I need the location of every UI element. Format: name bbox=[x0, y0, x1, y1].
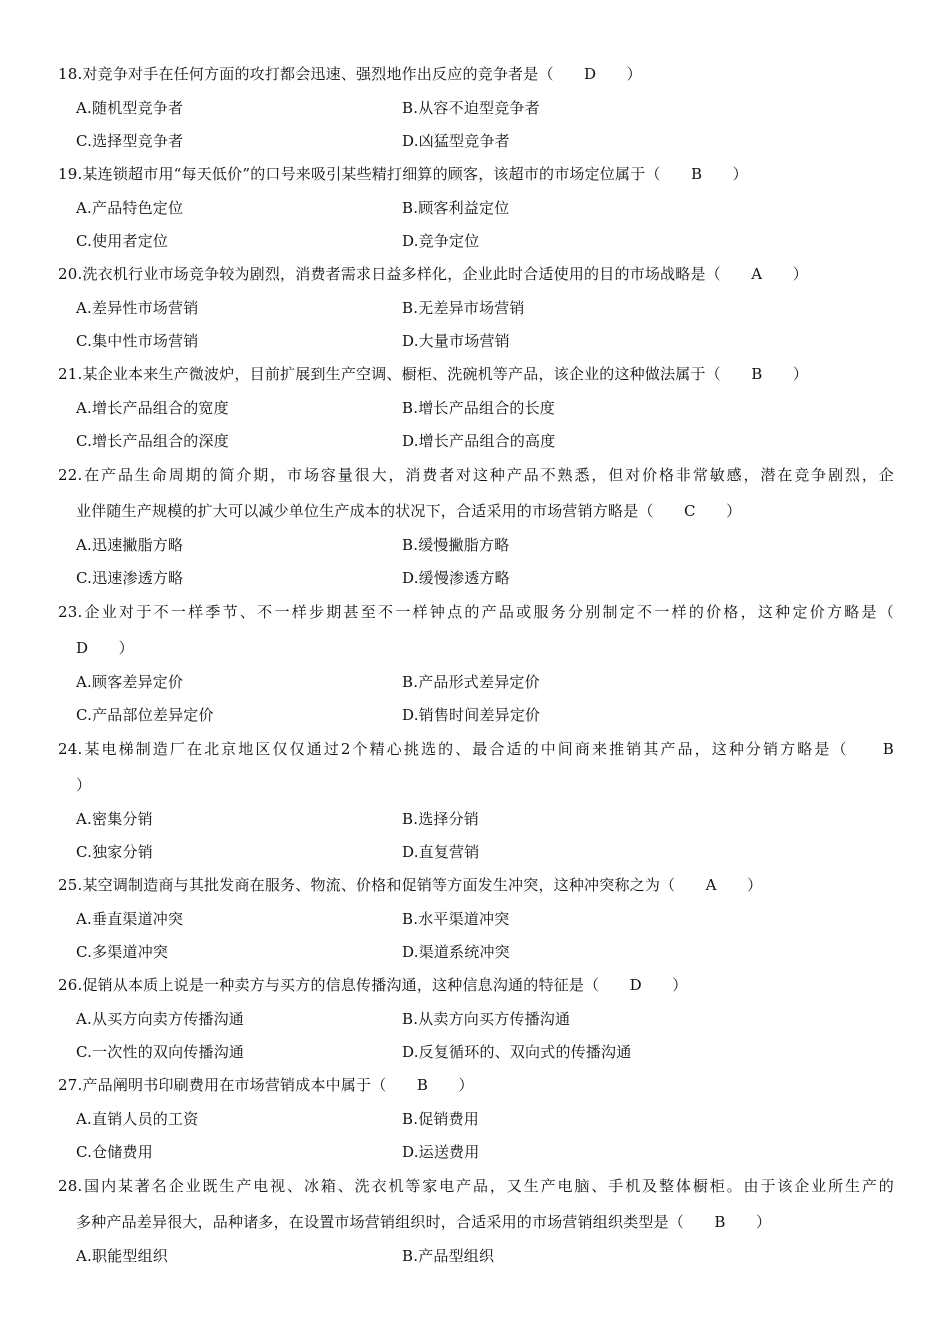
option-24-a: A.密集分销 bbox=[76, 810, 153, 828]
option-21-c: C.增长产品组合的深度 bbox=[76, 432, 229, 450]
question-22-cont: 业伴随生产规模的扩大可以减少单位生产成本的状况下，合适采用的市场营销方略是（ C ） bbox=[76, 502, 742, 520]
question-28: 28.国内某著名企业既生产电视、冰箱、洗衣机等家电产品，又生产电脑、手机及整体橱柜。由于该企业所生产的 bbox=[58, 1177, 894, 1195]
question-24-cont: ） bbox=[76, 776, 92, 794]
option-22-b: B.缓慢撇脂方略 bbox=[402, 536, 510, 554]
question-23: 23.企业对于不一样季节、不一样步期甚至不一样钟点的产品或服务分别制定不一样的价格，这种定价方略是（ bbox=[58, 603, 894, 621]
question-22: 22.在产品生命周期的简介期，市场容量很大，消费者对这种产品不熟悉，但对价格非常敏感，潜在竞争剧烈，企 bbox=[58, 466, 894, 484]
option-20-b: B.无差异市场营销 bbox=[402, 299, 525, 317]
option-22-c: C.迅速渗透方略 bbox=[76, 569, 184, 587]
option-26-b: B.从卖方向买方传播沟通 bbox=[402, 1010, 571, 1028]
question-28-cont: 多种产品差异很大，品种诸多，在设置市场营销组织时，合适采用的市场营销组织类型是（ B ） bbox=[76, 1213, 772, 1231]
option-26-d: D.反复循环的、双向式的传播沟通 bbox=[402, 1043, 632, 1061]
question-24: 24.某电梯制造厂在北京地区仅仅通过2个精心挑选的、最合适的中间商来推销其产品，这种分销方略是（ B bbox=[58, 740, 894, 758]
option-28-b: B.产品型组织 bbox=[402, 1247, 495, 1265]
option-23-d: D.销售时间差异定价 bbox=[402, 706, 541, 724]
option-27-c: C.仓储费用 bbox=[76, 1143, 153, 1161]
option-25-a: A.垂直渠道冲突 bbox=[76, 910, 184, 928]
question-21: 21.某企业本来生产微波炉，目前扩展到生产空调、橱柜、洗碗机等产品，该企业的这种做法属于（ B ） bbox=[58, 365, 809, 383]
option-27-d: D.运送费用 bbox=[402, 1143, 480, 1161]
option-21-d: D.增长产品组合的高度 bbox=[402, 432, 556, 450]
option-24-d: D.直复营销 bbox=[402, 843, 480, 861]
option-19-b: B.顾客利益定位 bbox=[402, 199, 510, 217]
option-25-d: D.渠道系统冲突 bbox=[402, 943, 510, 961]
question-18: 18.对竞争对手在任何方面的攻打都会迅速、强烈地作出反应的竞争者是（ D ） bbox=[58, 65, 642, 83]
option-22-a: A.迅速撇脂方略 bbox=[76, 536, 184, 554]
question-20: 20.洗衣机行业市场竞争较为剧烈，消费者需求日益多样化，企业此时合适使用的目的市场战略是（ A ） bbox=[58, 265, 808, 283]
option-24-c: C.独家分销 bbox=[76, 843, 153, 861]
option-28-a: A.职能型组织 bbox=[76, 1247, 169, 1265]
option-23-b: B.产品形式差异定价 bbox=[402, 673, 540, 691]
option-23-c: C.产品部位差异定价 bbox=[76, 706, 214, 724]
option-26-a: A.从买方向卖方传播沟通 bbox=[76, 1010, 245, 1028]
option-18-d: D.凶猛型竞争者 bbox=[402, 132, 510, 150]
option-25-c: C.多渠道冲突 bbox=[76, 943, 169, 961]
option-27-b: B.促销费用 bbox=[402, 1110, 479, 1128]
option-19-d: D.竞争定位 bbox=[402, 232, 480, 250]
option-21-a: A.增长产品组合的宽度 bbox=[76, 399, 229, 417]
question-23-cont: D ） bbox=[76, 639, 134, 657]
option-23-a: A.顾客差异定价 bbox=[76, 673, 184, 691]
option-27-a: A.直销人员的工资 bbox=[76, 1110, 199, 1128]
option-18-b: B.从容不迫型竞争者 bbox=[402, 99, 540, 117]
option-18-a: A.随机型竞争者 bbox=[76, 99, 184, 117]
option-19-c: C.使用者定位 bbox=[76, 232, 169, 250]
option-22-d: D.缓慢渗透方略 bbox=[402, 569, 510, 587]
question-19: 19.某连锁超市用“每天低价”的口号来吸引某些精打细算的顾客，该超市的市场定位属于（ B ） bbox=[58, 165, 748, 183]
option-20-a: A.差异性市场营销 bbox=[76, 299, 199, 317]
option-18-c: C.选择型竞争者 bbox=[76, 132, 184, 150]
option-26-c: C.一次性的双向传播沟通 bbox=[76, 1043, 245, 1061]
option-20-d: D.大量市场营销 bbox=[402, 332, 510, 350]
option-24-b: B.选择分销 bbox=[402, 810, 479, 828]
option-25-b: B.水平渠道冲突 bbox=[402, 910, 510, 928]
option-19-a: A.产品特色定位 bbox=[76, 199, 184, 217]
question-26: 26.促销从本质上说是一种卖方与买方的信息传播沟通，这种信息沟通的特征是（ D ） bbox=[58, 976, 688, 994]
question-25: 25.某空调制造商与其批发商在服务、物流、价格和促销等方面发生冲突，这种冲突称之为（ A ） bbox=[58, 876, 763, 894]
option-21-b: B.增长产品组合的长度 bbox=[402, 399, 555, 417]
option-20-c: C.集中性市场营销 bbox=[76, 332, 199, 350]
question-27: 27.产品阐明书印刷费用在市场营销成本中属于（ B ） bbox=[58, 1076, 474, 1094]
